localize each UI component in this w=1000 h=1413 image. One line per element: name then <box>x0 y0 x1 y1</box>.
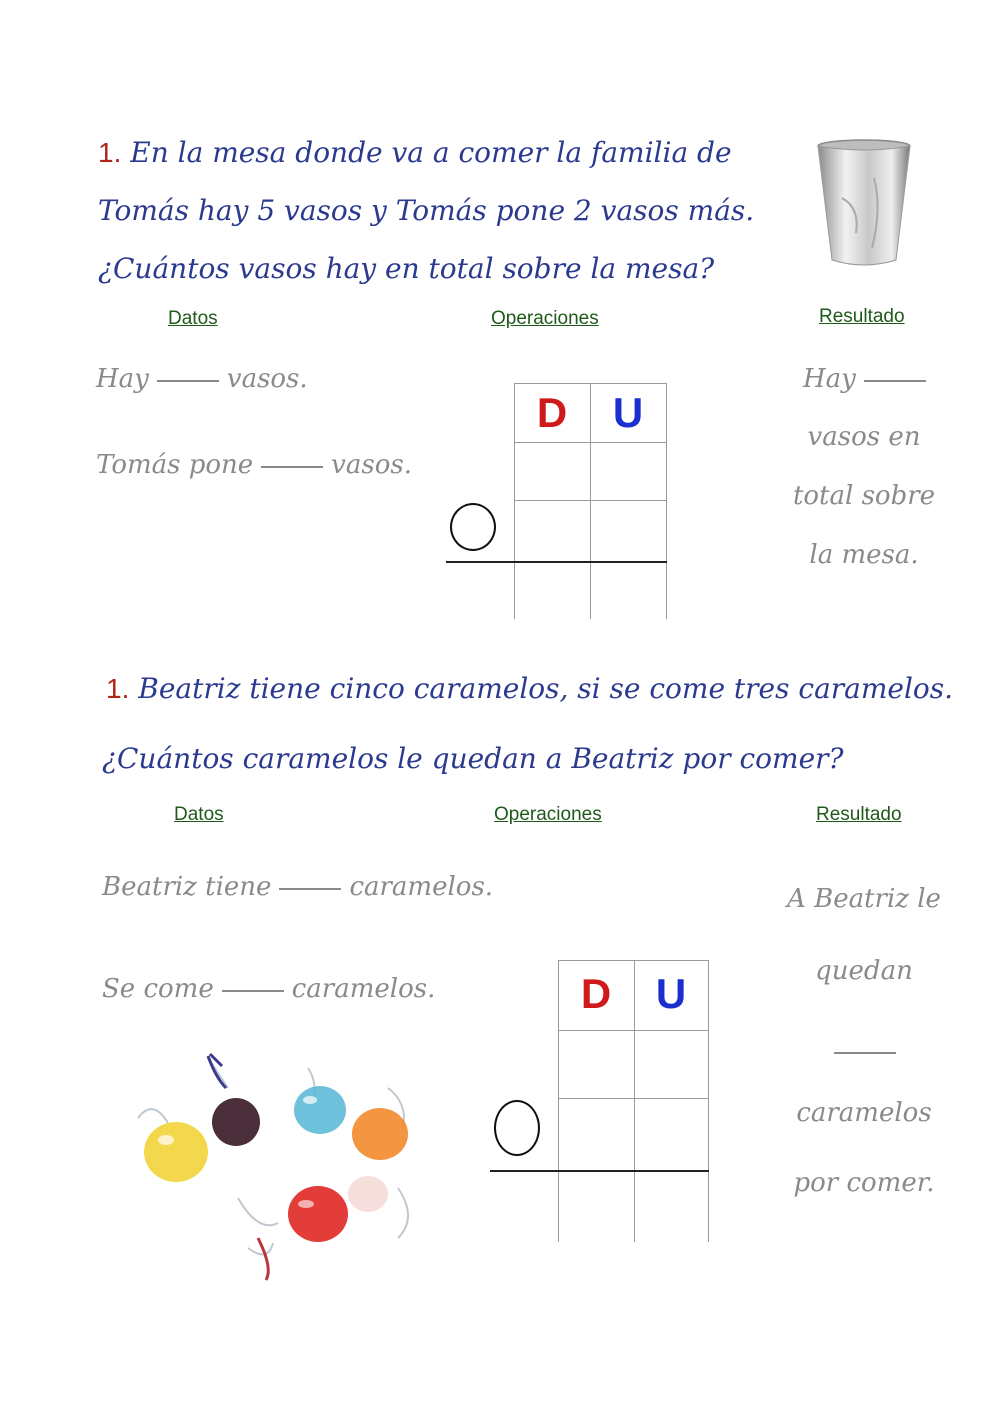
problem-1-resultado-line-4: la mesa. <box>809 540 919 570</box>
unidades-label: U <box>612 389 644 436</box>
plastic-cup-image <box>812 138 916 270</box>
grid-result-cell[interactable] <box>560 1173 633 1241</box>
problem-1-datos-header: Datos <box>168 308 218 329</box>
answer-blank[interactable] <box>157 379 219 382</box>
problem-2-dato-2: Se come caramelos. <box>102 974 436 1004</box>
problem-2-operaciones-header: Operaciones <box>494 804 602 825</box>
answer-blank[interactable] <box>834 1052 896 1054</box>
problem-1-operaciones-header: Operaciones <box>491 308 599 329</box>
grid-result-cell[interactable] <box>636 1173 707 1241</box>
decenas-label: D <box>536 389 568 436</box>
problem-1-line-1: 1. En la mesa donde va a comer la familia de <box>98 136 732 169</box>
answer-blank[interactable] <box>279 887 341 890</box>
problem-1-resultado-line-2: vasos en <box>807 422 921 452</box>
unidades-label: U <box>655 970 687 1017</box>
problem-2-line-2: ¿Cuántos caramelos le quedan a Beatriz por comer? <box>102 742 844 775</box>
grid-cell[interactable] <box>516 444 589 499</box>
problem-1-resultado-header: Resultado <box>819 306 905 327</box>
grid-result-cell[interactable] <box>592 564 665 618</box>
answer-blank[interactable] <box>222 989 284 992</box>
problem-2-line-1: 1. Beatriz tiene cinco caramelos, si se come tres caramelos. <box>106 672 954 705</box>
grid-cell[interactable] <box>636 1032 707 1097</box>
answer-blank[interactable] <box>261 465 323 468</box>
problem-2-dato-1: Beatriz tiene caramelos. <box>102 872 494 902</box>
operator-circle[interactable] <box>450 503 496 551</box>
problem-1-dato-1: Hay vasos. <box>96 364 308 394</box>
grid-cell[interactable] <box>592 502 665 559</box>
grid-cell[interactable] <box>516 502 589 559</box>
answer-blank[interactable] <box>864 379 926 382</box>
problem-1-operation-grid <box>446 383 668 619</box>
problem-1-line-3: ¿Cuántos vasos hay en total sobre la mesa? <box>98 252 715 285</box>
problem-1-line-2: Tomás hay 5 vasos y Tomás pone 2 vasos más. <box>98 194 755 227</box>
problem-1-dato-2: Tomás pone vasos. <box>96 450 412 480</box>
problem-2-resultado-line-4: por comer. <box>793 1168 935 1198</box>
problem-2-number: 1. <box>106 673 130 704</box>
grid-cell[interactable] <box>560 1100 633 1168</box>
grid-result-cell[interactable] <box>516 564 589 618</box>
problem-2-resultado-header: Resultado <box>816 804 902 825</box>
problem-2-resultado-line-2: quedan <box>815 956 913 986</box>
problem-2-resultado-line-3: caramelos <box>796 1098 932 1128</box>
problem-1-number: 1. <box>98 137 122 168</box>
operator-circle[interactable] <box>494 1100 540 1156</box>
grid-cell[interactable] <box>592 444 665 499</box>
grid-cell[interactable] <box>636 1100 707 1168</box>
problem-1-resultado-line-3: total sobre <box>792 481 936 511</box>
decenas-label: D <box>580 970 612 1017</box>
grid-cell[interactable] <box>560 1032 633 1097</box>
problem-2-resultado-line-1: A Beatriz le <box>787 884 941 914</box>
candies-image <box>98 1048 450 1284</box>
problem-2-operation-grid <box>490 960 712 1242</box>
problem-1-resultado-line-1: Hay <box>803 364 934 394</box>
problem-2-datos-header: Datos <box>174 804 224 825</box>
